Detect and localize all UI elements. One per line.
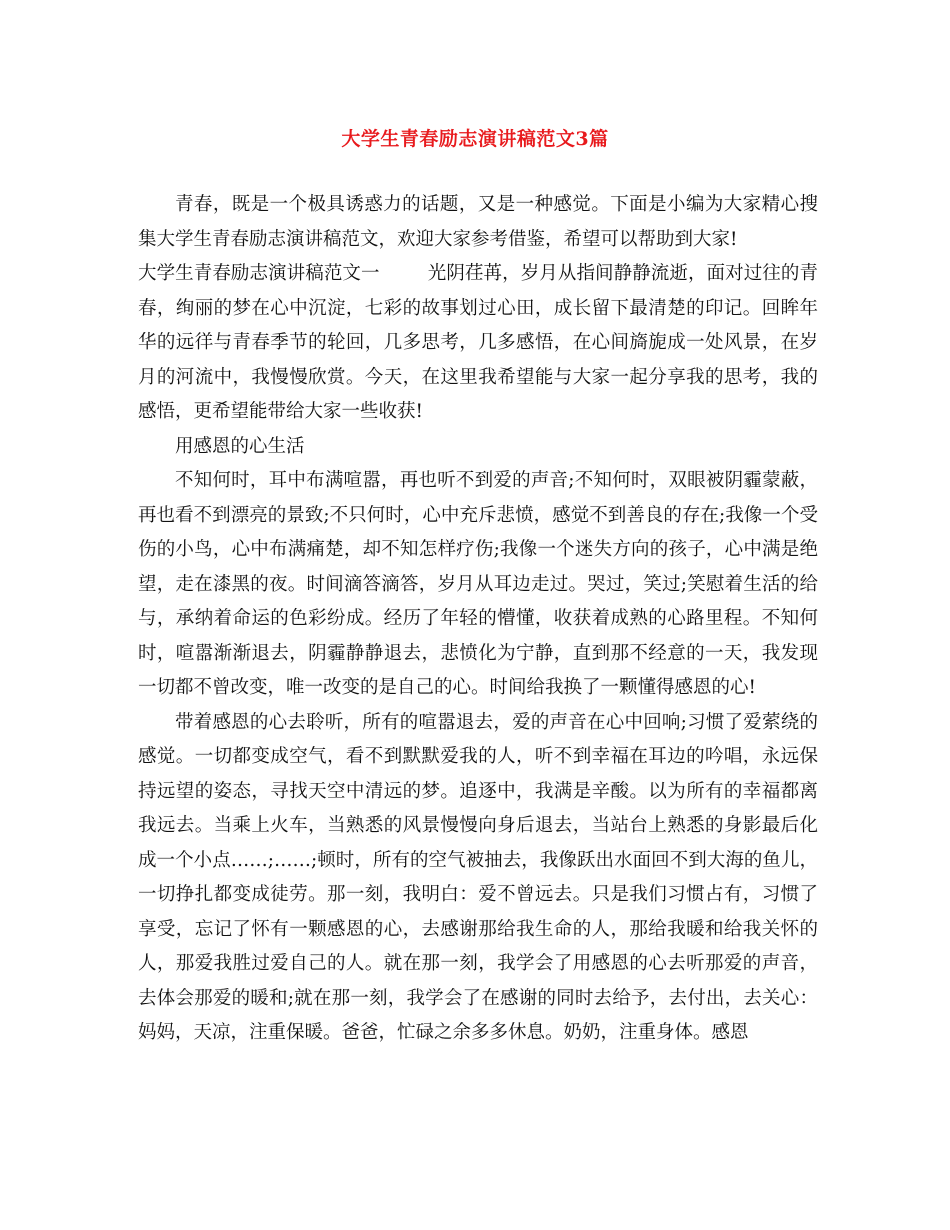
section1-heading: 大学生青春励志演讲稿范文一 — [138, 263, 380, 284]
section1-paragraph — [138, 257, 818, 430]
subheading: 用感恩的心生活 — [175, 435, 305, 457]
body-paragraph-1: 不知何时，耳中布满喧嚣，再也听不到爱的声音;不知何时，双眼被阴霾蒙蔽，再也看不到漂亮的景致;不只何时，心中充斥悲愤，感觉不到善良的存在;我像一个受伤的小鸟，心中布满痛楚，却不知怎样疗伤;我像一个迷失方向的孩子，心中满是绝望，走在漆黑的夜。时间滴答滴答，岁月从耳边走过。哭过，笑过;笑慰着生活的给与，承纳着命运的色彩纷成。经历了年轻的懵懂，收获着成熟的心路里程。不知何时，喧嚣渐渐退去，阴霾静静退去，悲愤化为宁静，直到那不经意的一天，我发现一切都不曾改变，唯一改变的是自己的心。时间给我换了一颗懂得感恩的心! — [138, 470, 818, 698]
document-body — [138, 188, 818, 1051]
intro-paragraph: 青春，既是一个极具诱惑力的话题，又是一种感觉。下面是小编为大家精心搜集大学生青春励志演讲稿范文，欢迎大家参考借鉴，希望可以帮助到大家! — [138, 194, 818, 250]
document-title: 大学生青春励志演讲稿范文3篇 — [341, 128, 609, 150]
body-paragraph-2: 带着感恩的心去聆听，所有的喧嚣退去，爱的声音在心中回响;习惯了爱萦绕的感觉。一切都变成空气，看不到默默爱我的人，听不到幸福在耳边的吟唱，永远保持远望的姿态，寻找天空中清远的梦。追逐中，我满是辛酸。以为所有的幸福都离我远去。当乘上火车，当熟悉的风景慢慢向身后退去，当站台上熟悉的身影最后化成一个小点……;……;顿时，所有的空气被抽去，我像跃出水面回不到大海的鱼儿，一切挣扎都变成徒劳。那一刻，我明白：爱不曾远去。只是我们习惯占有，习惯了享受，忘记了怀有一颗感恩的心，去感谢那给我生命的人，那给我暖和给我关怀的人，那爱我胜过爱自己的人。就在那一刻，我学会了用感恩的心去听那爱的声音，去体会那爱的暖和;就在那一刻，我学会了在感谢的同时去给予，去付出，去关心：妈妈，天凉，注重保暖。爸爸，忙碌之余多多休息。奶奶，注重身体。感恩 — [138, 711, 818, 1043]
section1-opening: 光阴荏苒，岁月从指间静静流逝，面对过往的青春，绚丽的梦在心中沉淀，七彩的故事划过心田，成长留下最清楚的印记。回眸年华的远徉与青春季节的轮回，几多思考，几多感悟，在心间旖旎成一处风景，在岁月的河流中，我慢慢欣赏。今天，在这里我希望能与大家一起分享我的思考，我的感悟，更希望能带给大家一些收获! — [138, 263, 818, 422]
